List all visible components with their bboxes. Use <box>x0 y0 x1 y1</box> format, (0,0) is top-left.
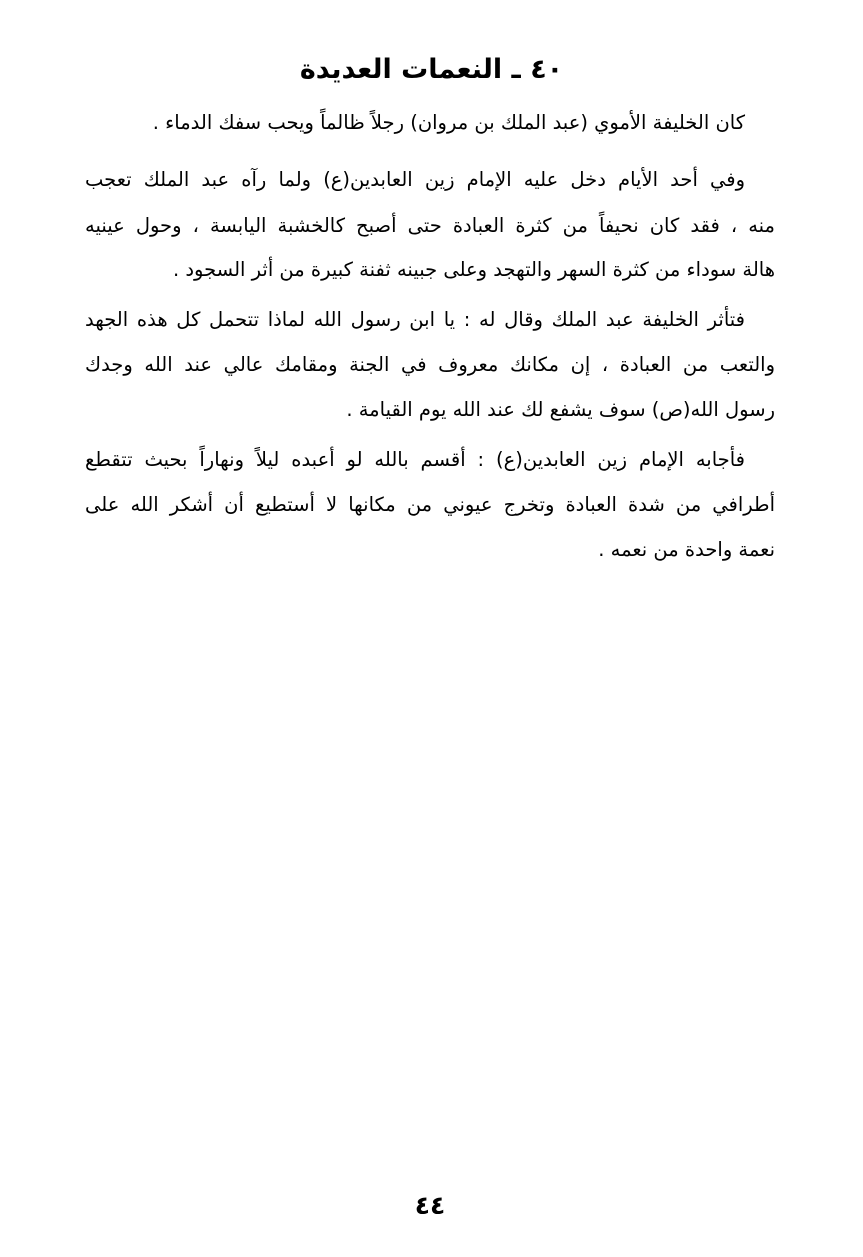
paragraph-1-line-1: كان الخليفة الأموي (عبد الملك بن مروان) رجلاً ظالماً ويحب سفك الدماء . <box>152 111 745 134</box>
paragraph-4-line-1: فأجابه الإمام زين العابدين(ع) : أقسم بالله لو أعبده ليلاً ونهاراً بحيث تتقطع <box>85 448 745 471</box>
paragraph-3-line-2: والتعب من العبادة ، إن مكانك معروف في الجنة ومقامك عالي عند الله وجدك <box>85 353 775 376</box>
paragraph-2-line-2: منه ، فقد كان نحيفاً من كثرة العبادة حتى أصبح كالخشبة اليابسة ، وحول عينيه <box>85 214 775 237</box>
paragraph-2-line-1: وفي أحد الأيام دخل عليه الإمام زين العابدين(ع) ولما رآه عبد الملك تعجب <box>85 168 745 191</box>
paragraph-3-line-3: رسول الله(ص) سوف يشفع لك عند الله يوم القيامة . <box>346 398 775 421</box>
page-number: ٤٤ <box>414 1191 446 1220</box>
paragraph-4-line-3: نعمة واحدة من نعمه . <box>598 538 775 561</box>
paragraph-2-line-3: هالة سوداء من كثرة السهر والتهجد وعلى جبينه ثفنة كبيرة من أثر السجود . <box>172 258 775 281</box>
paragraph-3-line-1: فتأثر الخليفة عبد الملك وقال له : يا ابن رسول الله لماذا تتحمل كل هذه الجهد <box>85 308 745 331</box>
story-title: ٤٠ ـ النعمات العديدة <box>299 54 564 85</box>
paragraph-4-line-2: أطرافي من شدة العبادة وتخرج عيوني من مكانها لا أستطيع أن أشكر الله على <box>85 493 775 516</box>
